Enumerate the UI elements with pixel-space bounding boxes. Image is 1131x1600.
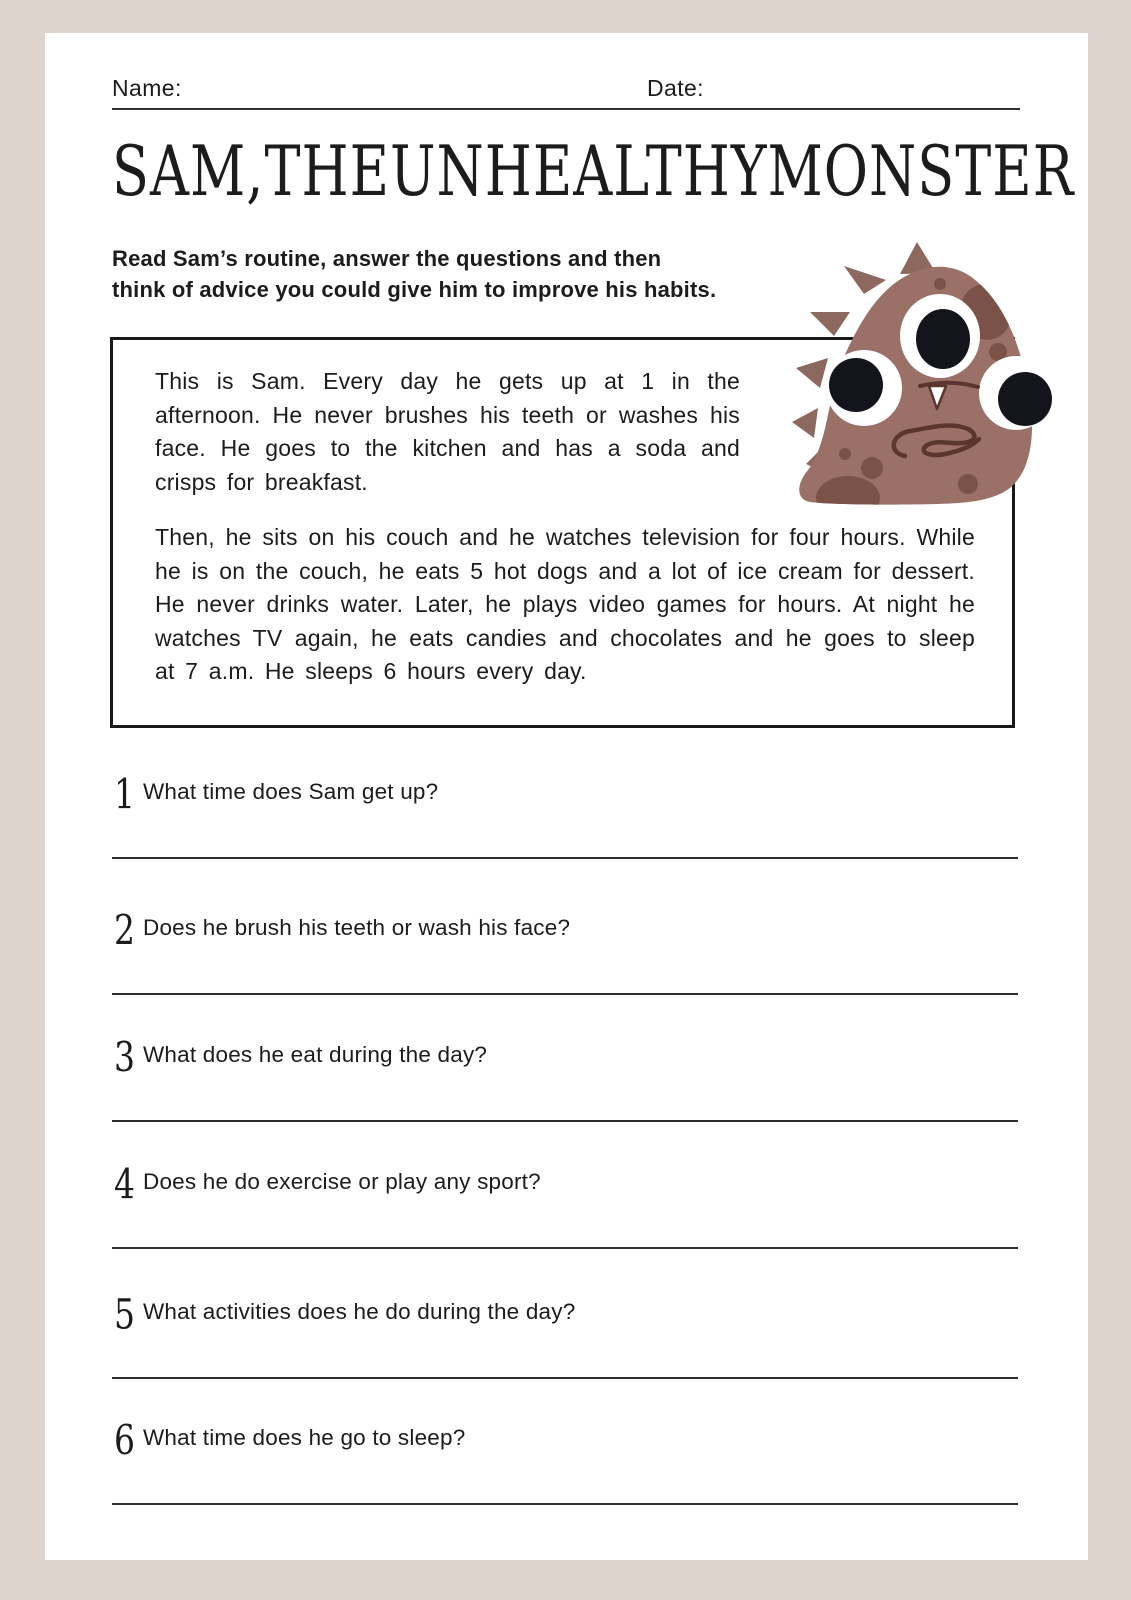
answer-line-2[interactable]	[112, 993, 1018, 995]
date-label: Date:	[647, 75, 704, 101]
answer-line-3[interactable]	[112, 1120, 1018, 1122]
instructions-line-2: think of advice you could give him to improve his habits.	[112, 277, 717, 302]
title-word-4: MONSTER	[767, 131, 1075, 212]
question-4	[112, 1159, 1020, 1251]
monster-illustration	[788, 240, 1038, 510]
worksheet-content	[112, 33, 1075, 1560]
page-title	[112, 131, 1075, 212]
question-1	[112, 769, 1020, 861]
title-word-2: THE	[264, 131, 390, 212]
question-3-number: 3	[114, 1032, 135, 1082]
title-word-1: SAM,	[112, 131, 265, 212]
question-6	[112, 1415, 1020, 1507]
question-2-text: Does he brush his teeth or wash his face?	[143, 915, 571, 940]
worksheet-paper	[45, 33, 1088, 1560]
question-1-number: 1	[114, 769, 135, 819]
question-5-text: What activities does he do during the day?	[143, 1299, 576, 1324]
question-4-number: 4	[114, 1159, 135, 1209]
question-4-text: Does he do exercise or play any sport?	[143, 1169, 541, 1194]
passage-paragraph-1: This is Sam. Every day he gets up at 1 in the afternoon. He never brushes his teeth or washes his face. He goes to the kitchen and has a soda and crisps for breakfast.	[155, 368, 740, 495]
name-label: Name:	[112, 75, 182, 101]
question-5	[112, 1289, 1020, 1381]
answer-line-1[interactable]	[112, 857, 1018, 859]
question-5-number: 5	[114, 1289, 135, 1339]
header	[112, 75, 1020, 109]
instructions	[112, 243, 832, 305]
passage-paragraph-2: Then, he sits on his couch and he watches television for four hours. While he is on the couch, he eats 5 hot dogs and a lot of ice cream for dessert. He never drinks water. Later, he plays video games for hours. At night he watches TV again, he eats candies and chocolates and he goes to sleep at 7 a.m. He sleeps 6 hours every day.	[155, 524, 975, 684]
answer-line-5[interactable]	[112, 1377, 1018, 1379]
name-date-writing-line[interactable]	[112, 108, 1020, 110]
question-2	[112, 905, 1020, 997]
question-6-number: 6	[114, 1415, 135, 1465]
instructions-line-1: Read Sam’s routine, answer the questions and then	[112, 246, 662, 271]
question-6-text: What time does he go to sleep?	[143, 1425, 466, 1450]
question-1-text: What time does Sam get up?	[143, 779, 439, 804]
question-2-number: 2	[114, 905, 135, 955]
answer-line-4[interactable]	[112, 1247, 1018, 1249]
title-word-3: UNHEALTHY	[389, 131, 768, 212]
question-3	[112, 1032, 1020, 1124]
answer-line-6[interactable]	[112, 1503, 1018, 1505]
question-3-text: What does he eat during the day?	[143, 1042, 488, 1067]
